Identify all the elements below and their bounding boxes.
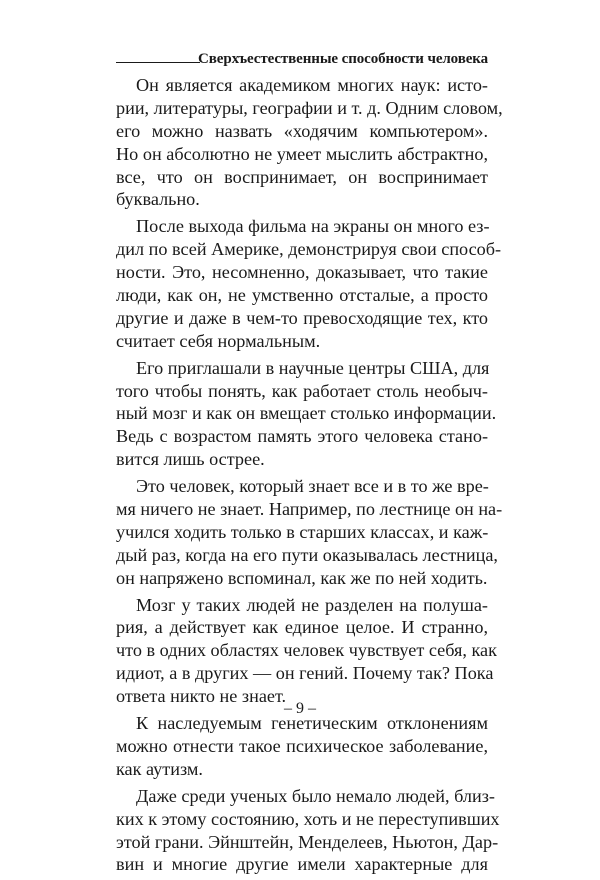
text-line: как аутизм. bbox=[116, 758, 203, 779]
paragraph bbox=[116, 475, 503, 589]
text-line: люди, как он, не умственно отсталые, а просто bbox=[116, 285, 488, 306]
text-line: К наследуемым генетическим отклонениям bbox=[136, 713, 488, 734]
header-rule bbox=[116, 62, 200, 63]
paragraph bbox=[116, 357, 497, 471]
paragraph bbox=[116, 594, 497, 708]
text-line: Это человек, который знает все и в то же вре- bbox=[136, 476, 489, 497]
text-line: буквально. bbox=[116, 189, 200, 210]
text-line: Его приглашали в научные центры США, для bbox=[136, 357, 490, 378]
text-line: Но он абсолютно не умеет мыслить абстрактно, bbox=[116, 143, 488, 164]
text-line: вится лишь острее. bbox=[116, 449, 265, 470]
text-line: рии, литературы, географии и т. д. Одним словом, bbox=[116, 97, 503, 118]
text-line: дил по всей Америке, демонстрируя свои способ- bbox=[116, 239, 502, 260]
text-line: считает себя нормальным. bbox=[116, 330, 321, 351]
text-line: он напряжено вспоминал, как же по ней ходить. bbox=[116, 567, 488, 588]
running-head bbox=[116, 50, 488, 74]
text-line: ный мозг и как он вмещает столько информации. bbox=[116, 403, 497, 424]
text-line: ности. Это, несомненно, доказывает, что такие bbox=[116, 262, 488, 283]
text-line: Даже среди ученых было немало людей, близ- bbox=[136, 785, 495, 806]
text-line: этой грани. Эйнштейн, Менделеев, Ньютон, Дар- bbox=[116, 831, 499, 852]
text-line: что в одних областях человек чувствует себя, как bbox=[116, 640, 497, 661]
text-line: рия, а действует как единое целое. И странно, bbox=[116, 617, 488, 638]
text-line: ких к этому состоянию, хоть и не переступивших bbox=[116, 808, 500, 829]
text-line: его можно назвать «ходячим компьютером». bbox=[116, 120, 488, 141]
text-line: Мозг у таких людей не разделен на полуша- bbox=[136, 594, 488, 615]
text-line: другие и даже в чем-то превосходящие тех, кто bbox=[116, 307, 488, 328]
text-line: все, что он воспринимает, он воспринимает bbox=[116, 166, 488, 187]
text-line: мя ничего не знает. Например, по лестнице он на- bbox=[116, 499, 503, 520]
text-line: Ведь с возрастом память этого человека стано- bbox=[116, 426, 488, 447]
body-text bbox=[116, 74, 503, 880]
running-head-title: Сверхъестественные способности человека bbox=[198, 51, 488, 67]
paragraph bbox=[116, 785, 500, 877]
text-line: того чтобы понять, как работает столь необыч- bbox=[116, 380, 488, 401]
text-line: вин и многие другие имели характерные для bbox=[116, 854, 488, 875]
page-number: – 9 – bbox=[284, 700, 316, 717]
text-line: дый раз, когда на его пути оказывалась лестница, bbox=[116, 544, 498, 565]
paragraph bbox=[116, 215, 502, 352]
text-line: идиот, а в других — он гений. Почему так? Пока bbox=[116, 663, 494, 684]
text-line: После выхода фильма на экраны он много ез- bbox=[136, 216, 490, 237]
text-line: Он является академиком многих наук: исто- bbox=[136, 75, 488, 95]
paragraph bbox=[116, 712, 488, 781]
text-line: учился ходить только в старших классах, и каж- bbox=[116, 521, 489, 542]
text-line: ответа никто не знает. bbox=[116, 686, 287, 707]
text-line: можно отнести такое психическое заболевание, bbox=[116, 735, 488, 756]
paragraph bbox=[116, 74, 503, 211]
